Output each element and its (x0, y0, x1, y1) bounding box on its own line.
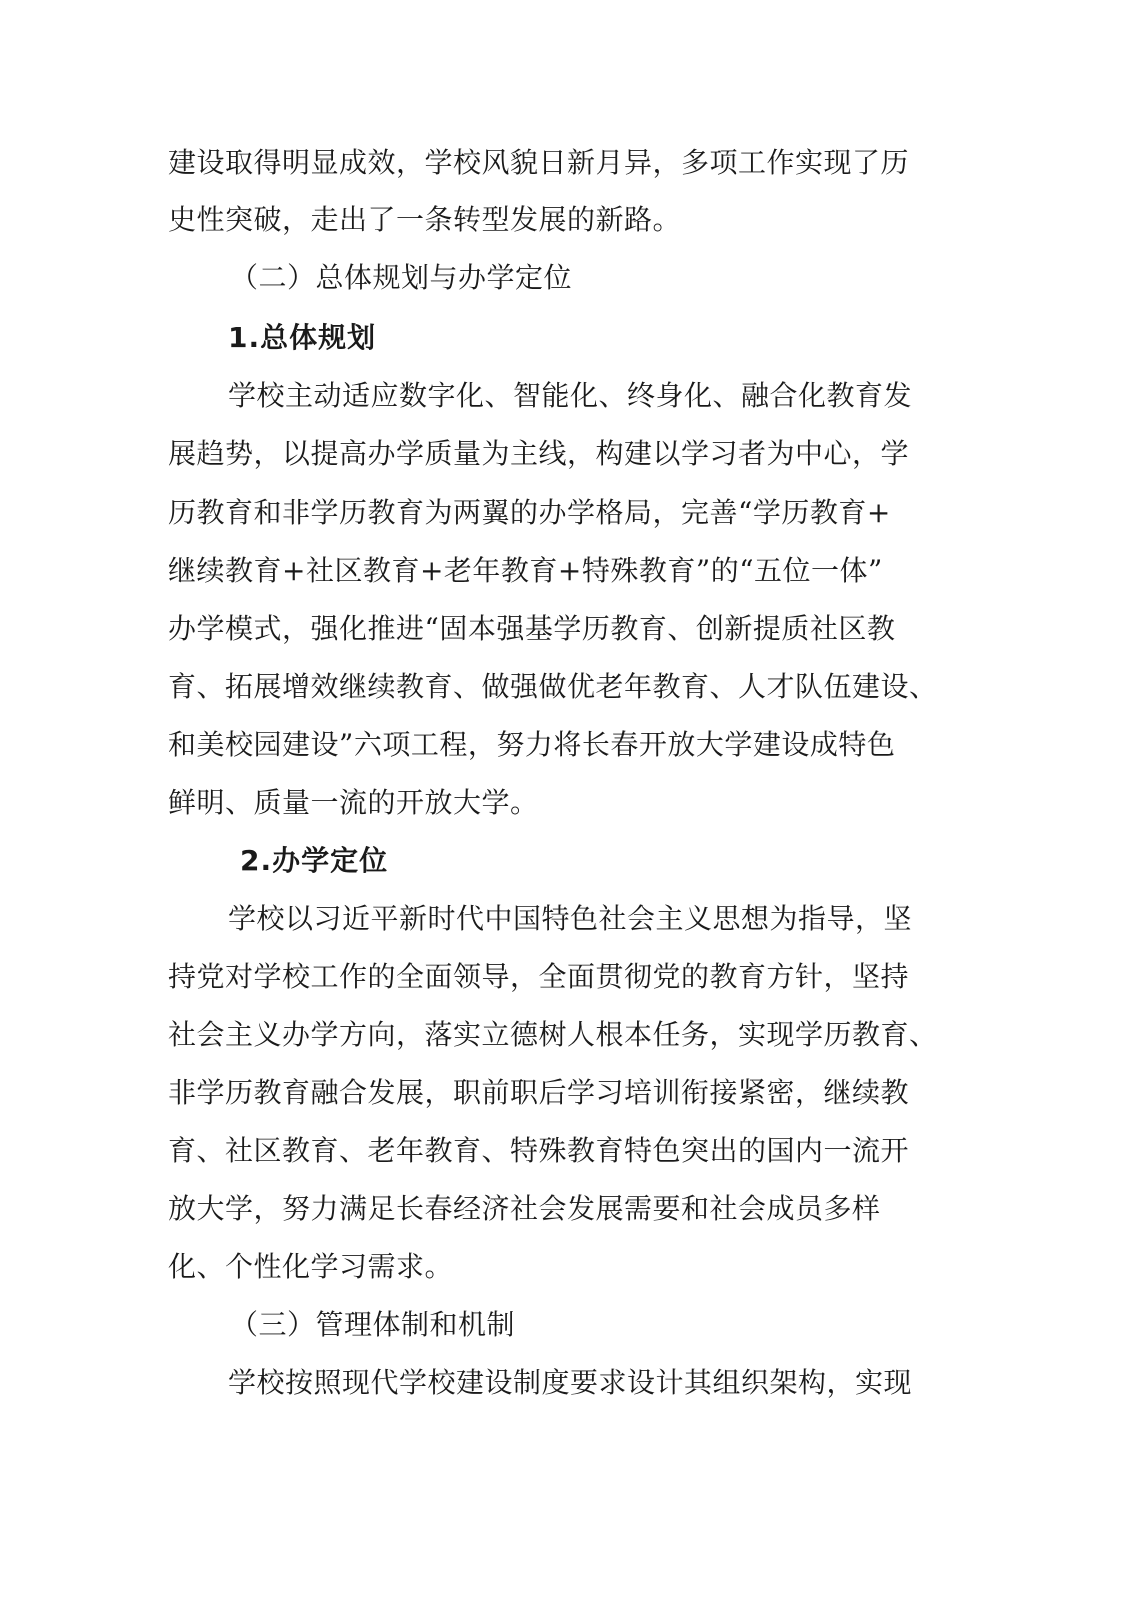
paragraph-line: 鲜明、质量一流的开放大学。 (168, 786, 539, 819)
paragraph-line: 放大学，努力满足长春经济社会发展需要和社会成员多样 (168, 1192, 881, 1225)
paragraph-line: 持党对学校工作的全面领导，全面贯彻党的教育方针，坚持 (168, 960, 910, 993)
paragraph-line: 继续教育+社区教育+老年教育+特殊教育”的“五位一体” (168, 554, 883, 587)
paragraph-line: 和美校园建设”六项工程，努力将长春开放大学建设成特色 (168, 728, 896, 761)
paragraph-line: 史性突破，走出了一条转型发展的新路。 (168, 203, 682, 236)
subsection-heading: 1.总体规划 (228, 321, 377, 354)
section-heading: （三）管理体制和机制 (230, 1308, 516, 1341)
paragraph-line: 学校主动适应数字化、智能化、终身化、融合化教育发 (228, 379, 913, 412)
paragraph-line: 非学历教育融合发展，职前职后学习培训衔接紧密，继续教 (168, 1076, 910, 1109)
paragraph-line: 展趋势，以提高办学质量为主线，构建以学习者为中心，学 (168, 437, 910, 470)
subsection-heading: 2.办学定位 (240, 844, 389, 877)
paragraph-line: 办学模式，强化推进“固本强基学历教育、创新提质社区教 (168, 612, 896, 645)
paragraph-line: 建设取得明显成效，学校风貌日新月异，多项工作实现了历 (168, 146, 910, 179)
paragraph-line: 历教育和非学历教育为两翼的办学格局，完善“学历教育+ (168, 496, 891, 529)
paragraph-line: 社会主义办学方向，落实立德树人根本任务，实现学历教育、 (168, 1018, 938, 1051)
paragraph-line: 育、拓展增效继续教育、做强做优老年教育、人才队伍建设、 (168, 670, 938, 703)
section-heading: （二）总体规划与办学定位 (230, 261, 573, 294)
paragraph-line: 育、社区教育、老年教育、特殊教育特色突出的国内一流开 (168, 1134, 910, 1167)
paragraph-line: 学校以习近平新时代中国特色社会主义思想为指导，坚 (228, 902, 913, 935)
paragraph-line: 学校按照现代学校建设制度要求设计其组织架构，实现 (228, 1366, 913, 1399)
paragraph-line: 化、个性化学习需求。 (168, 1250, 454, 1283)
